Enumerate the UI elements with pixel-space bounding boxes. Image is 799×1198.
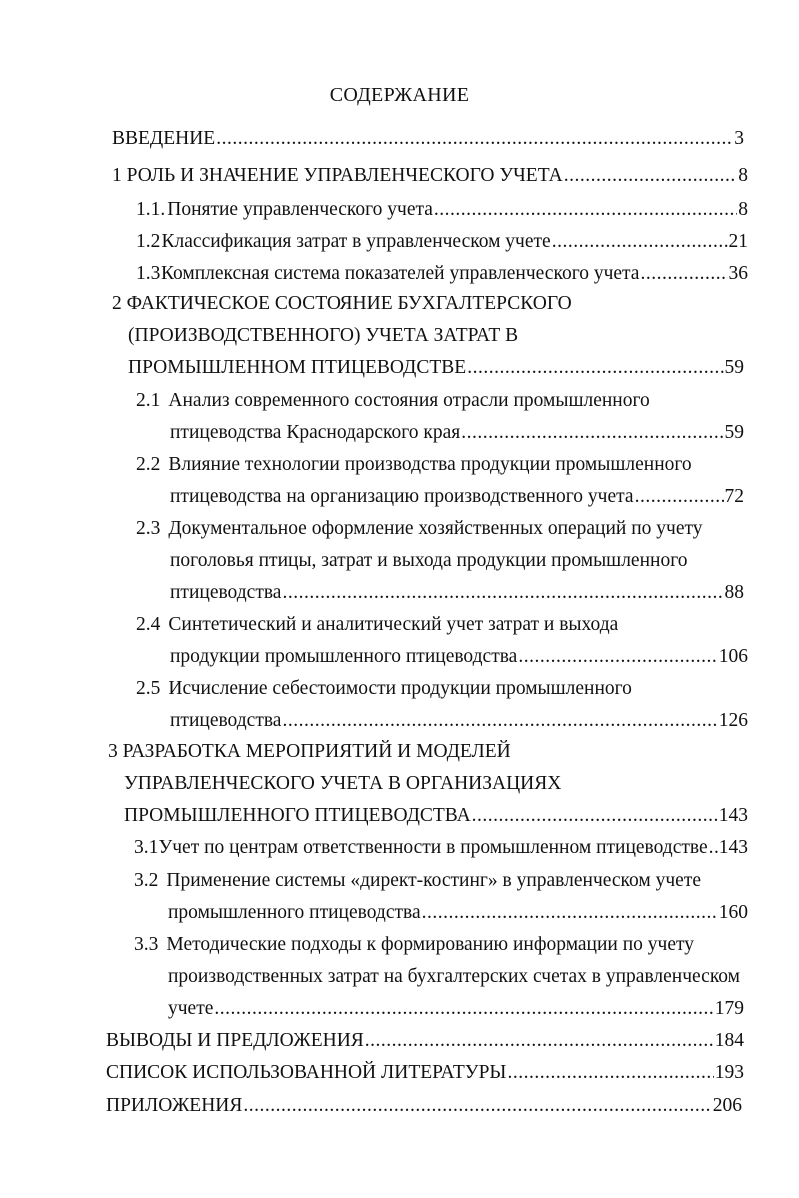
toc-page-number: 72 — [724, 486, 744, 507]
dot-leader — [214, 996, 713, 1022]
toc-entry-label: Понятие управленческого учета — [167, 199, 433, 220]
toc-page-number: 206 — [712, 1095, 742, 1116]
toc-page-number: 8 — [738, 165, 748, 186]
toc-entry-section-2-2-line1[interactable] — [136, 452, 692, 478]
toc-entry-label: 1 РОЛЬ И ЗНАЧЕНИЕ УПРАВЛЕНЧЕСКОГО УЧЕТА — [112, 165, 563, 186]
toc-page-number: 21 — [728, 231, 748, 252]
toc-entry-label: ПРОМЫШЛЕННОМ ПТИЦЕВОДСТВЕ — [128, 357, 467, 378]
dot-leader — [552, 229, 728, 255]
dot-leader — [282, 708, 717, 734]
toc-entry-label: Синтетический и аналитический учет затрат и выхода — [168, 614, 619, 635]
toc-entry-label: промышленного птицеводства — [168, 902, 421, 923]
toc-section-number: 1.3 — [136, 263, 161, 284]
toc-entry-intro[interactable] — [112, 126, 744, 152]
toc-entry-section-2-1-line1[interactable] — [136, 388, 650, 414]
dot-leader — [472, 803, 718, 829]
toc-entry-chapter-2[interactable] — [128, 355, 744, 381]
toc-entry-section-2-2[interactable] — [170, 484, 744, 510]
toc-entry-label: ВВЕДЕНИЕ — [112, 128, 216, 149]
toc-page-number: 36 — [728, 263, 748, 284]
toc-entry-chapter-3-line2[interactable]: УПРАВЛЕНЧЕСКОГО УЧЕТА В ОРГАНИЗАЦИЯХ — [124, 773, 562, 794]
toc-entry-label: птицеводства — [170, 710, 282, 731]
toc-page-number: 160 — [718, 902, 748, 923]
toc-entry-chapter-1[interactable] — [112, 163, 748, 189]
toc-entry-section-3-1[interactable] — [134, 835, 748, 861]
dot-leader — [461, 420, 723, 446]
toc-entry-section-2-5-line1[interactable] — [136, 676, 632, 702]
toc-entry-section-1-2[interactable] — [136, 229, 748, 255]
toc-entry-appendices[interactable] — [106, 1093, 742, 1119]
toc-section-number: 3.2 — [134, 870, 159, 891]
toc-entry-section-3-3-line2[interactable]: производственных затрат на бухгалтерских счетах в управленческом — [168, 966, 741, 987]
dot-leader — [365, 1028, 714, 1054]
toc-entry-label: птицеводства — [170, 582, 282, 603]
toc-entry-label: Комплексная система показателей управленческого учета — [160, 263, 640, 284]
toc-entry-label: птицеводства Краснодарского края — [170, 422, 461, 443]
toc-page-number: 143 — [718, 837, 748, 858]
toc-entry-section-3-2-line1[interactable] — [134, 868, 701, 894]
toc-entry-label: Документальное оформление хозяйственных операций по учету — [168, 518, 703, 539]
dot-leader — [422, 900, 718, 926]
toc-entry-chapter-3[interactable] — [124, 803, 748, 829]
toc-entry-label: продукции промышленного птицеводства — [170, 646, 518, 667]
toc-entry-references[interactable] — [106, 1060, 744, 1086]
toc-page-number: 59 — [724, 422, 744, 443]
page-title: СОДЕРЖАНИЕ — [329, 84, 470, 106]
toc-section-number: 2.3 — [136, 518, 161, 539]
toc-section-number: 3.1 — [134, 837, 159, 858]
toc-entry-section-2-4-line1[interactable] — [136, 612, 618, 638]
dot-leader — [216, 126, 733, 152]
toc-entry-section-2-3-line2[interactable]: поголовья птицы, затрат и выхода продукции промышленного — [170, 550, 688, 571]
toc-entry-section-1-3[interactable] — [136, 261, 748, 287]
toc-page-number: 143 — [718, 805, 748, 826]
dot-leader — [282, 580, 723, 606]
toc-entry-section-2-1[interactable] — [170, 420, 744, 446]
toc-page-number: 193 — [714, 1062, 744, 1083]
toc-page-number: 106 — [718, 646, 748, 667]
toc-section-number: 2.4 — [136, 614, 161, 635]
toc-entry-label: ВЫВОДЫ И ПРЕДЛОЖЕНИЯ — [106, 1030, 364, 1051]
toc-section-number: 2.1 — [136, 390, 161, 411]
toc-entry-section-2-3-line1[interactable] — [136, 516, 703, 542]
toc-page-number: 3 — [734, 128, 744, 149]
toc-section-number: 2.2 — [136, 454, 161, 475]
toc-entry-label: Применение системы «директ-костинг» в управленческом учете — [166, 870, 702, 891]
dot-leader — [467, 355, 723, 381]
toc-page-number: 59 — [724, 357, 744, 378]
toc-entry-chapter-3-line1[interactable]: 3 РАЗРАБОТКА МЕРОПРИЯТИЙ И МОДЕЛЕЙ — [108, 741, 511, 762]
toc-entry-label: ПРОМЫШЛЕННОГО ПТИЦЕВОДСТВА — [124, 805, 471, 826]
dot-leader — [518, 644, 717, 670]
toc-entry-label: Влияние технологии производства продукции промышленного — [168, 454, 692, 475]
toc-section-number: 3.3 — [134, 934, 159, 955]
toc-page-number: 126 — [718, 710, 748, 731]
toc-entry-label: Анализ современного состояния отрасли промышленного — [168, 390, 650, 411]
toc-entry-label: учете — [168, 998, 214, 1019]
dot-leader — [640, 261, 727, 287]
dot-leader — [243, 1093, 711, 1119]
toc-entry-label: ПРИЛОЖЕНИЯ — [106, 1095, 243, 1116]
toc-entry-label: Исчисление себестоимости продукции промышленного — [168, 678, 632, 699]
toc-entry-section-3-2[interactable] — [168, 900, 748, 926]
toc-entry-label: Методические подходы к формированию информации по учету — [166, 934, 695, 955]
toc-page-number: 184 — [714, 1030, 744, 1051]
toc-page-number: 179 — [714, 998, 744, 1019]
toc-entry-section-1-1[interactable] — [136, 197, 748, 223]
toc-entry-label: птицеводства на организацию производственного учета — [170, 486, 634, 507]
toc-entry-section-2-5[interactable] — [170, 708, 748, 734]
toc-entry-section-3-3[interactable] — [168, 996, 744, 1022]
toc-entry-section-2-4[interactable] — [170, 644, 748, 670]
toc-entry-section-3-3-line1[interactable] — [134, 932, 694, 958]
toc-section-number: 2.5 — [136, 678, 161, 699]
toc-entry-label: СПИСОК ИСПОЛЬЗОВАННОЙ ЛИТЕРАТУРЫ — [106, 1062, 507, 1083]
toc-entry-label: Классификация затрат в управленческом учете — [161, 231, 551, 252]
dot-leader — [507, 1060, 713, 1086]
dot-leader — [434, 197, 737, 223]
dot-leader — [635, 484, 724, 510]
toc-entry-chapter-2-line2[interactable]: (ПРОИЗВОДСТВЕННОГО) УЧЕТА ЗАТРАТ В — [128, 325, 519, 346]
toc-entry-label: Учет по центрам ответственности в промышленном птицеводстве — [158, 837, 708, 858]
toc-page-number: 8 — [738, 199, 748, 220]
toc-page-number: 88 — [724, 582, 744, 603]
toc-section-number: 1.1. — [136, 199, 166, 220]
toc-entry-chapter-2-line1[interactable]: 2 ФАКТИЧЕСКОЕ СОСТОЯНИЕ БУХГАЛТЕРСКОГО — [112, 293, 572, 314]
toc-section-number: 1.2 — [136, 231, 161, 252]
toc-entry-conclusions[interactable] — [106, 1028, 744, 1054]
dot-leader — [564, 163, 738, 189]
dot-leader — [709, 835, 718, 861]
toc-entry-section-2-3[interactable] — [170, 580, 744, 606]
